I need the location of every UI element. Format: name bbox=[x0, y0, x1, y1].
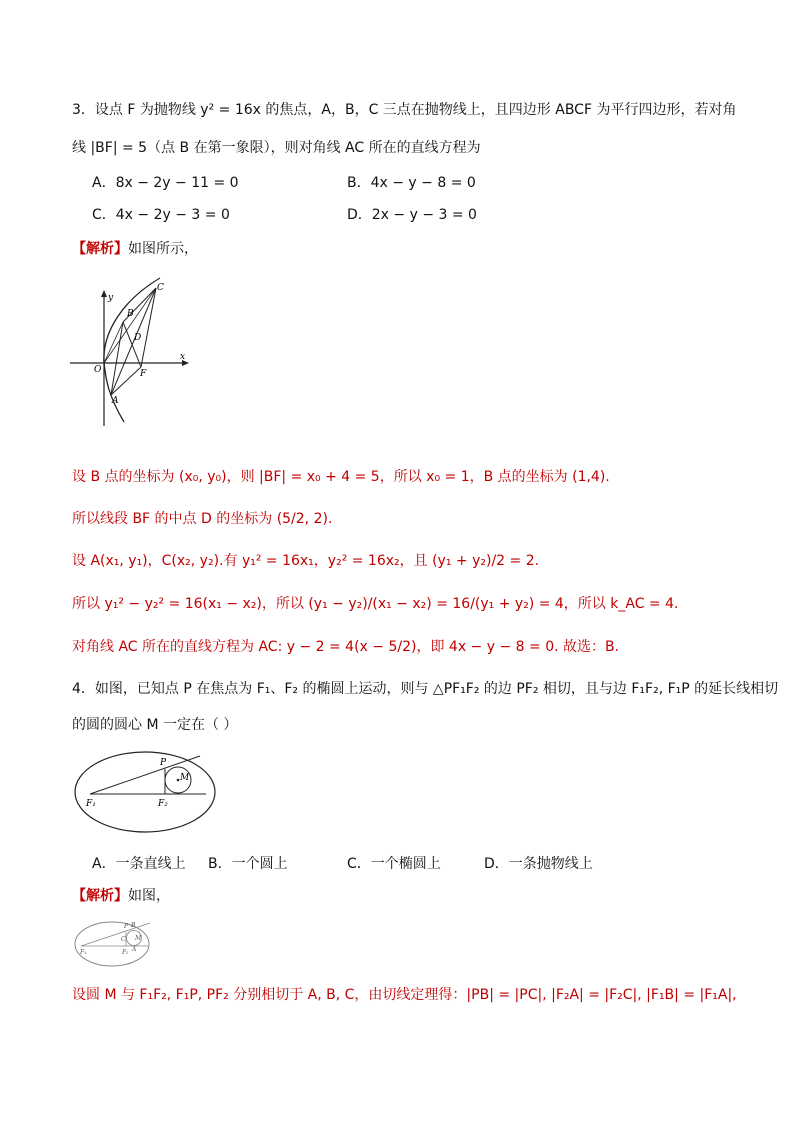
q3-option-a: A．8x − 2y − 11 = 0 bbox=[92, 175, 239, 191]
q3-parabola-figure bbox=[68, 270, 198, 430]
q3-fig-label-x: x bbox=[180, 352, 186, 362]
q3-option-d: D．2x − y − 3 = 0 bbox=[347, 207, 477, 223]
q4-ellipse-figure bbox=[72, 747, 222, 835]
q4-small-label-p: P bbox=[124, 923, 129, 930]
q4-small-label-c: C bbox=[121, 936, 126, 943]
q3-analysis-intro: 如图所示， bbox=[128, 241, 198, 257]
q4-fig-label-f2: F₂ bbox=[158, 799, 168, 809]
q4-solution-line1: 设圆 M 与 F₁F₂, F₁P, PF₂ 分别相切于 A, B, C，由切线定理得：|PB| = |PC|, |F₂A| = |F₂C|, |F₁B| = |F₁A|, bbox=[72, 987, 737, 1003]
q4-analysis-header bbox=[72, 885, 170, 907]
q4-small-label-a: A bbox=[132, 946, 137, 953]
q3-analysis-header bbox=[72, 238, 198, 260]
q4-fig-label-m: M bbox=[180, 773, 190, 783]
q4-small-label-f2: F₂ bbox=[122, 949, 129, 956]
q3-stem-line2: 线 |BF| = 5（点 B 在第一象限），则对角线 AC 所在的直线方程为 bbox=[72, 140, 481, 156]
q3-fig-label-d: D bbox=[134, 333, 142, 343]
q3-solution-line2: 所以线段 BF 的中点 D 的坐标为 (5/2, 2). bbox=[72, 511, 333, 527]
q4-small-label-f1: F₁ bbox=[80, 949, 87, 956]
q4-analysis-intro: 如图， bbox=[128, 888, 170, 904]
q4-small-figure bbox=[72, 917, 154, 969]
q3-analysis-tag: 【解析】 bbox=[72, 241, 128, 257]
q4-small-label-m: M bbox=[135, 935, 142, 942]
q4-fig-label-p: P bbox=[160, 758, 167, 768]
q3-option-c: C．4x − 2y − 3 = 0 bbox=[92, 207, 230, 223]
q4-fig-label-f1: F₁ bbox=[86, 799, 96, 809]
q3-solution-line1: 设 B 点的坐标为 (x₀, y₀)，则 |BF| = x₀ + 4 = 5，所以 x₀ = 1，B 点的坐标为 (1,4). bbox=[72, 469, 610, 485]
q3-solution-line3: 设 A(x₁, y₁)，C(x₂, y₂).有 y₁² = 16x₁，y₂² = 16x₂，且 (y₁ + y₂)/2 = 2. bbox=[72, 553, 540, 569]
q3-fig-label-o: O bbox=[94, 365, 102, 375]
q4-analysis-tag: 【解析】 bbox=[72, 888, 128, 904]
q3-fig-label-f: F bbox=[140, 369, 147, 379]
q4-small-label-b: B bbox=[131, 922, 136, 929]
q4-stem-line2: 的圆的圆心 M 一定在（ ） bbox=[72, 717, 238, 733]
q4-option-c: C．一个椭圆上 bbox=[347, 856, 441, 872]
q3-fig-label-y: y bbox=[108, 293, 114, 303]
q4-option-b: B．一个圆上 bbox=[208, 856, 288, 872]
q3-fig-label-b: B bbox=[127, 309, 134, 319]
q3-stem-line1: 3．设点 F 为抛物线 y² = 16x 的焦点，A，B，C 三点在抛物线上，且四边形 ABCF 为平行四边形，若对角 bbox=[72, 102, 737, 118]
q4-option-a: A．一条直线上 bbox=[92, 856, 186, 872]
q3-fig-label-c: C bbox=[157, 283, 164, 293]
q3-solution-line4: 所以 y₁² − y₂² = 16(x₁ − x₂)，所以 (y₁ − y₂)/(x₁ − x₂) = 16/(y₁ + y₂) = 4，所以 k_AC = 4. bbox=[72, 596, 679, 612]
q4-stem-line1: 4．如图，已知点 P 在焦点为 F₁、F₂ 的椭圆上运动，则与 △PF₁F₂ 的边 PF₂ 相切，且与边 F₁F₂, F₁P 的延长线相切 bbox=[72, 681, 779, 697]
q3-fig-label-a: A bbox=[112, 396, 119, 406]
q4-option-d: D．一条抛物线上 bbox=[484, 856, 593, 872]
q3-option-b: B．4x − y − 8 = 0 bbox=[347, 175, 476, 191]
q3-solution-line5: 对角线 AC 所在的直线方程为 AC: y − 2 = 4(x − 5/2)，即 4x − y − 8 = 0. 故选：B. bbox=[72, 639, 620, 655]
